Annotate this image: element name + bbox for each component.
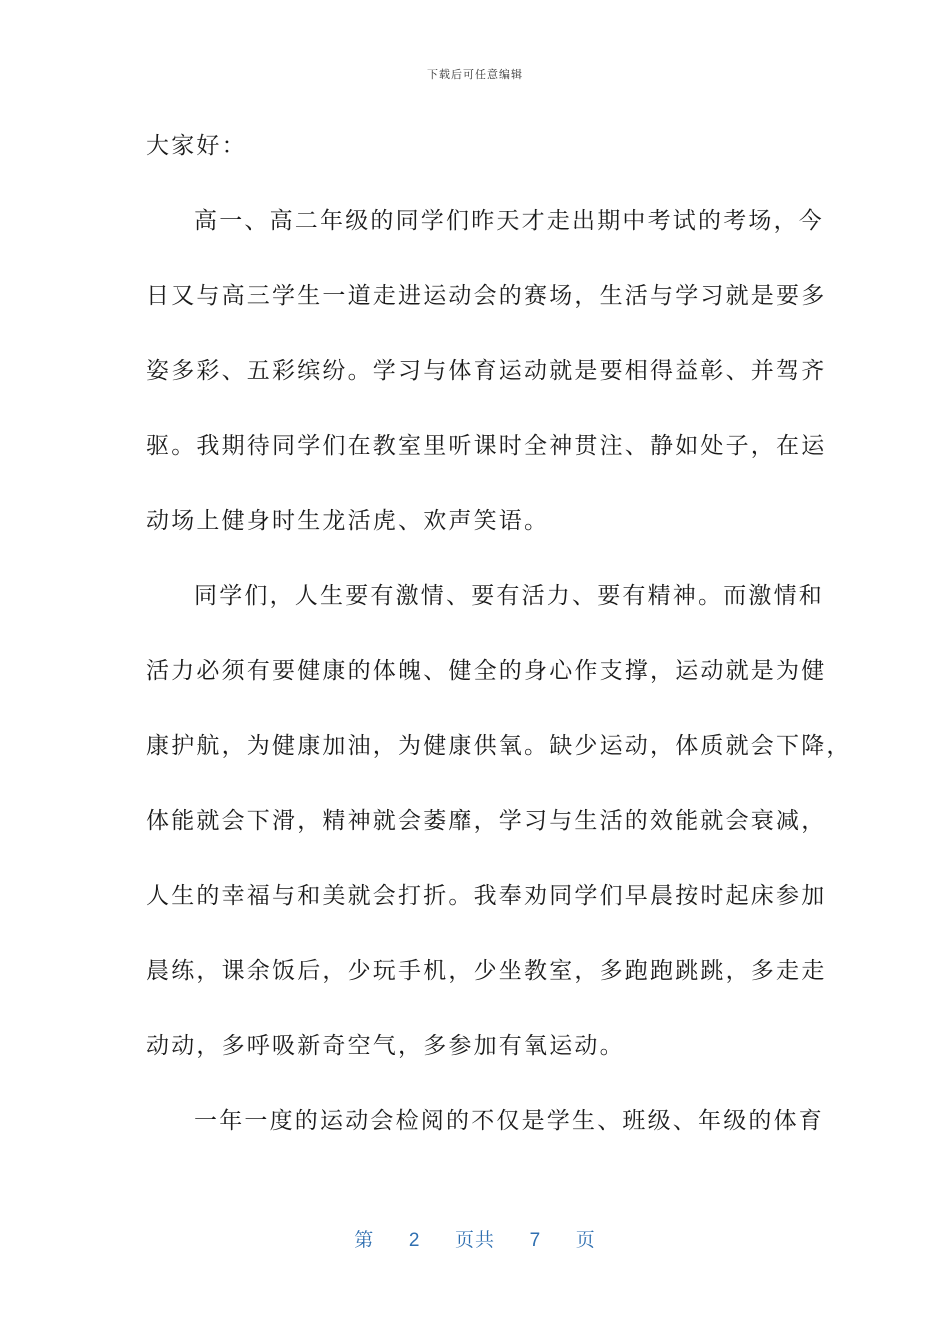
paragraph-3-line-1: 一年一度的运动会检阅的不仅是学生、班级、年级的体育 [194,1108,824,1134]
page-label-prefix: 第 [354,1230,375,1251]
salutation-line: 大家好： [146,133,247,159]
paragraph-2-line-6: 晨练，课余饭后，少玩手机，少坐教室，多跑跑跳跳，多走走 [146,958,827,984]
paragraph-2-line-5: 人生的幸福与和美就会打折。我奉劝同学们早晨按时起床参加 [146,883,827,909]
paragraph-1-line-2: 日又与高三学生一道走进运动会的赛场，生活与学习就是要多 [146,283,827,309]
paragraph-1-line-4: 驱。我期待同学们在教室里听课时全神贯注、静如处子，在运 [146,433,827,459]
page-header-note: 下载后可任意编辑 [427,68,523,81]
paragraph-1-line-5: 动场上健身时生龙活虎、欢声笑语。 [146,508,550,534]
document-body [146,115,852,1165]
page-label-suffix: 页 [575,1230,596,1251]
current-page-number: 2 [408,1230,421,1251]
page-number-footer [0,1225,950,1252]
paragraph-2-line-4: 体能就会下滑，精神就会萎靡，学习与生活的效能就会衰减， [146,808,827,834]
paragraph-2-line-3: 康护航，为健康加油，为健康供氧。缺少运动，体质就会下降， [146,733,852,759]
paragraph-2-line-1: 同学们，人生要有激情、要有活力、要有精神。而激情和 [194,583,824,609]
paragraph-2-line-2: 活力必须有要健康的体魄、健全的身心作支撑，运动就是为健 [146,658,827,684]
total-pages-number: 7 [529,1230,542,1251]
page-label-middle: 页共 [454,1230,495,1251]
paragraph-2-line-7: 动动，多呼吸新奇空气，多参加有氧运动。 [146,1033,625,1059]
paragraph-1-line-1: 高一、高二年级的同学们昨天才走出期中考试的考场，今 [194,208,824,234]
paragraph-1-line-3: 姿多彩、五彩缤纷。学习与体育运动就是要相得益彰、并驾齐 [146,358,827,384]
